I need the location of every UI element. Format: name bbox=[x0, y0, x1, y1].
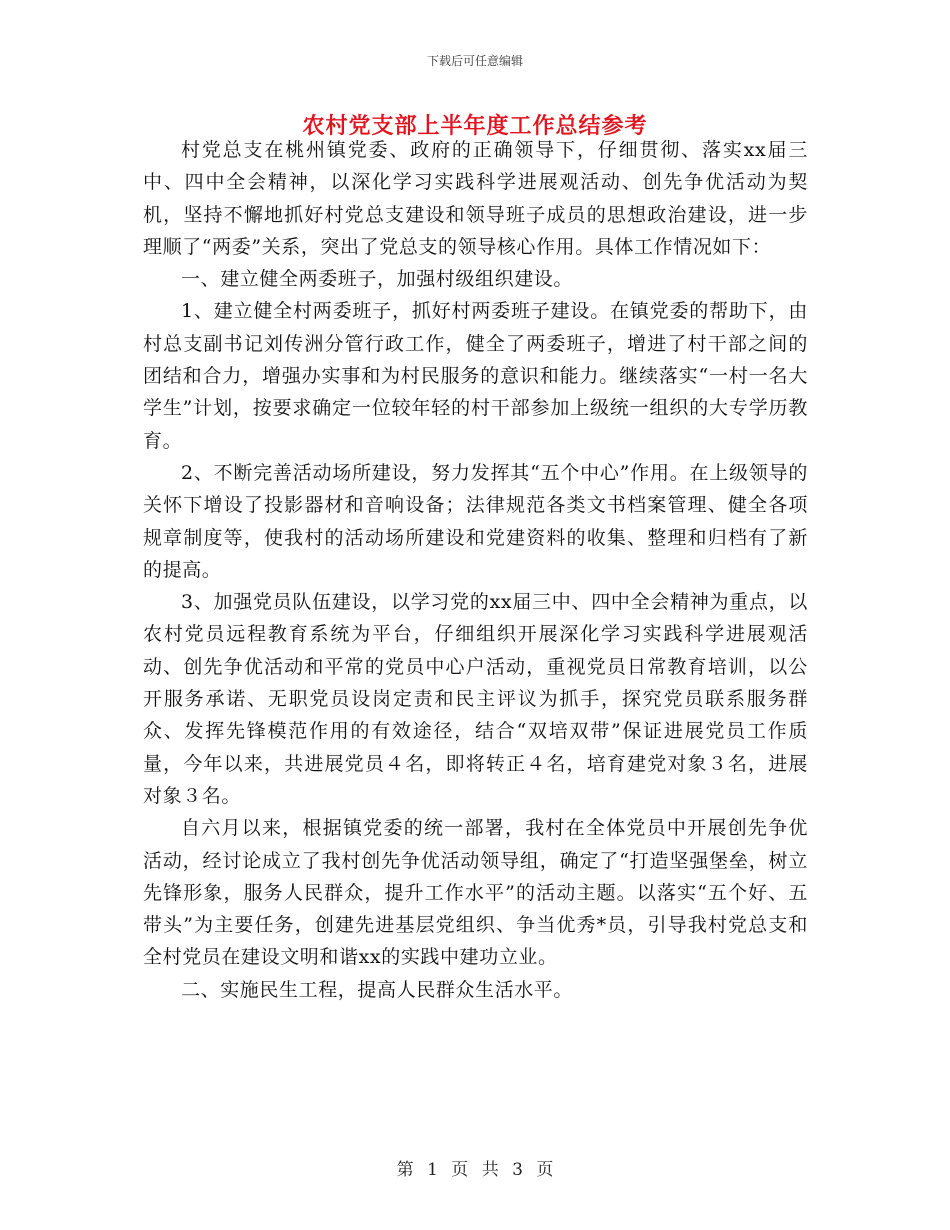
page-number: 第 1 页 共 3 页 bbox=[396, 1160, 554, 1180]
document-title: 农村党支部上半年度工作总结参考 bbox=[302, 113, 648, 139]
paragraph-intro: 村党总支在桃州镇党委、政府的正确领导下，仔细贯彻、落实xx届三中、四中全会精神，以深化学习实践科学进展观活动、创先争优活动为契机，坚持不懈地抓好村党总支建设和领导班子成员的思想政治建设，进一步理顺了“两委”关系，突出了党总支的领导核心作用。具体工作情况如下： bbox=[143, 139, 808, 258]
document-body bbox=[143, 134, 808, 1006]
header-note: 下载后可任意编辑 bbox=[426, 54, 523, 68]
paragraph-item-3: 3、加强党员队伍建设，以学习党的xx届三中、四中全会精神为重点，以农村党员远程教育系统为平台，仔细组织开展深化学习实践科学进展观活动、创先争优活动和平常的党员中心户活动，重视党员日常教育培训，以公开服务承诺、无职党员设岗定责和民主评议为抓手，探究党员联系服务群众、发挥先锋模范作用的有效途径，结合“双培双带”保证进展党员工作质量，今年以来，共进展党员４名，即将转正４名，培育建党对象３名，进展对象３名。 bbox=[143, 591, 808, 807]
paragraph-campaign: 自六月以来，根据镇党委的统一部署，我村在全体党员中开展创先争优活动，经讨论成立了我村创先争优活动领导组，确定了“打造坚强堡垒，树立先锋形象，服务人民群众，提升工作水平”的活动主题。以落实“五个好、五带头”为主要任务，创建先进基层党组织、争当优秀*员，引导我村党总支和全村党员在建设文明和谐xx的实践中建功立业。 bbox=[143, 817, 808, 969]
section-heading-2: 二、实施民生工程，提高人民群众生活水平。 bbox=[181, 978, 574, 1001]
section-heading-1: 一、建立健全两委班子，加强村级组织建设。 bbox=[181, 268, 574, 291]
paragraph-item-2: 2、不断完善活动场所建设，努力发挥其“五个中心”作用。在上级领导的关怀下增设了投影器材和音响设备；法律规范各类文书档案管理、健全各项规章制度等，使我村的活动场所建设和党建资料的收集、整理和归档有了新的提高。 bbox=[143, 461, 808, 581]
paragraph-item-1: 1、建立健全村两委班子，抓好村两委班子建设。在镇党委的帮助下，由村总支副书记刘传洲分管行政工作，健全了两委班子，增进了村干部之间的团结和合力，增强办实事和为村民服务的意识和能力。继续落实“一村一名大学生”计划，按要求确定一位较年轻的村干部参加上级统一组织的大专学历教育。 bbox=[143, 300, 808, 452]
